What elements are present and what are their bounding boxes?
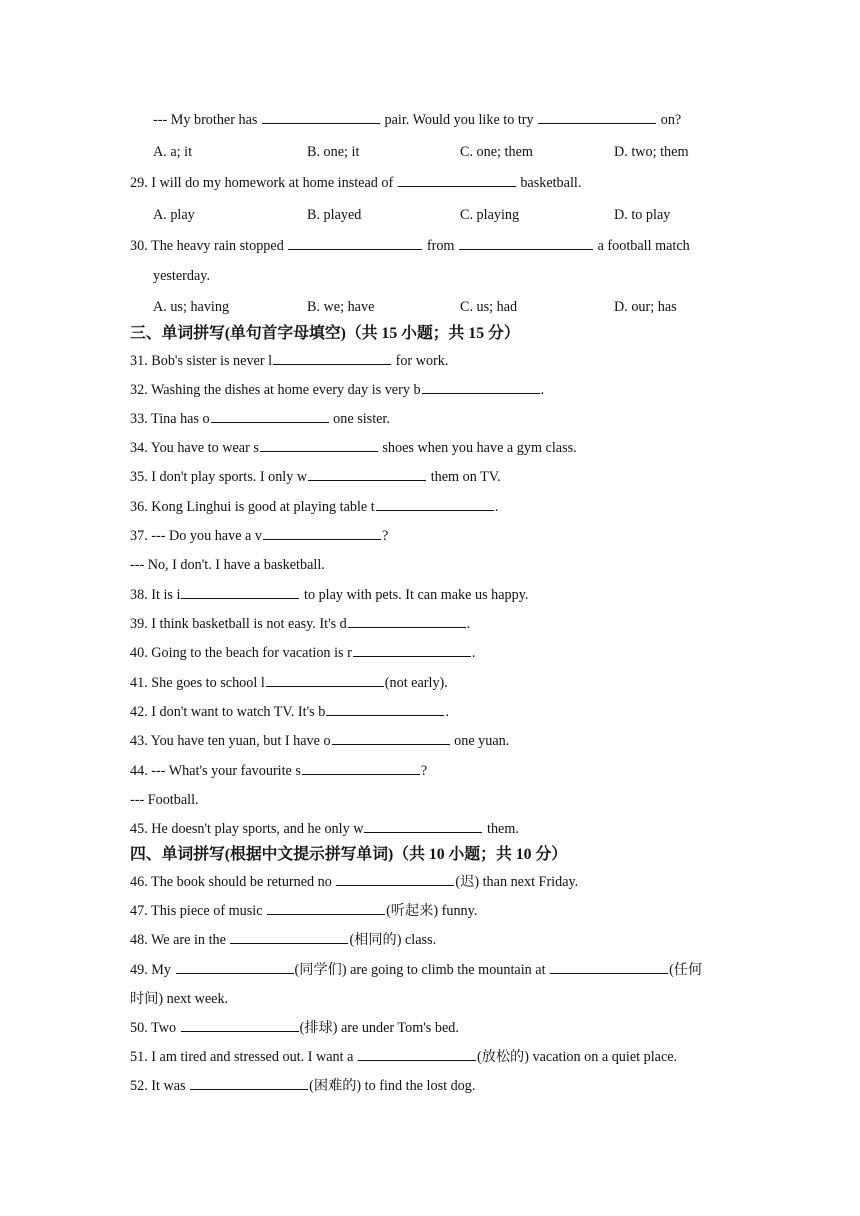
q47: 47. This piece of music (听起来) funny. (130, 903, 478, 919)
answer-blank[interactable] (422, 381, 540, 394)
q30-options (153, 298, 773, 316)
q30-text-a: 30. The heavy rain stopped (130, 238, 284, 254)
q48: 48. We are in the (相同的) class. (130, 932, 437, 948)
answer-blank[interactable] (459, 237, 593, 250)
answer-blank[interactable] (263, 527, 381, 540)
answer-blank[interactable] (302, 762, 420, 775)
q32: 32. Washing the dishes at home every day is very b . (130, 382, 545, 398)
q33: 33. Tina has o one sister. (130, 411, 390, 427)
answer-blank[interactable] (230, 931, 348, 944)
q50: 50. Two (排球) are under Tom's bed. (130, 1020, 459, 1036)
answer-blank[interactable] (364, 820, 482, 833)
q29-question (130, 174, 581, 192)
q44-reply: --- Football. (130, 792, 199, 808)
q38: 38. It is i to play with pets. It can make us happy. (130, 587, 529, 603)
q29-options (153, 206, 773, 224)
q52: 52. It was (困难的) to find the lost dog. (130, 1078, 476, 1094)
q30-text-b: from (426, 238, 455, 254)
section-heading-3: 三、单词拼写(单句首字母填空)（共 15 小题；共 15 分） (130, 325, 520, 342)
answer-blank[interactable] (176, 961, 294, 974)
option-a[interactable]: A. a; it (153, 144, 193, 160)
answer-blank[interactable] (181, 586, 299, 599)
option-d[interactable]: D. two; them (614, 144, 689, 160)
answer-blank[interactable] (181, 1019, 299, 1032)
answer-blank[interactable] (326, 703, 444, 716)
option-c[interactable]: C. one; them (460, 144, 533, 160)
q44: 44. --- What's your favourite s ? (130, 763, 428, 779)
option-b[interactable]: B. one; it (307, 144, 360, 160)
answer-blank[interactable] (190, 1077, 308, 1090)
q28-options (153, 143, 773, 161)
answer-blank[interactable] (353, 644, 471, 657)
answer-blank[interactable] (376, 498, 494, 511)
option-c[interactable]: C. us; had (460, 299, 518, 315)
answer-blank[interactable] (262, 111, 380, 124)
q36: 36. Kong Linghui is good at playing table t . (130, 499, 499, 515)
q29-text-a: 29. I will do my homework at home instead of (130, 175, 394, 191)
option-a[interactable]: A. us; having (153, 299, 230, 315)
q42: 42. I don't want to watch TV. It's b . (130, 704, 449, 720)
q49: 49. My (同学们) are going to climb the mountain at (任何 (130, 962, 703, 978)
q28-dialogue (153, 111, 681, 129)
q41: 41. She goes to school l (not early). (130, 675, 448, 691)
answer-blank[interactable] (308, 468, 426, 481)
q40: 40. Going to the beach for vacation is r . (130, 645, 476, 661)
option-b[interactable]: B. we; have (307, 299, 375, 315)
q30-continuation: yesterday. (153, 268, 210, 284)
section-heading-4: 四、单词拼写(根据中文提示拼写单词)（共 10 小题；共 10 分） (130, 846, 568, 863)
answer-blank[interactable] (398, 174, 516, 187)
answer-blank[interactable] (267, 902, 385, 915)
answer-blank[interactable] (538, 111, 656, 124)
option-d[interactable]: D. to play (614, 207, 671, 223)
answer-blank[interactable] (348, 615, 466, 628)
q34: 34. You have to wear s shoes when you have a gym class. (130, 440, 577, 456)
q46: 46. The book should be returned no (迟) than next Friday. (130, 874, 579, 890)
option-a[interactable]: A. play (153, 207, 195, 223)
answer-blank[interactable] (211, 410, 329, 423)
q39: 39. I think basketball is not easy. It's d . (130, 616, 471, 632)
q45: 45. He doesn't play sports, and he only w them. (130, 821, 519, 837)
q43: 43. You have ten yuan, but I have o one yuan. (130, 733, 510, 749)
option-b[interactable]: B. played (307, 207, 362, 223)
q37: 37. --- Do you have a v ? (130, 528, 389, 544)
q30-text-c: a football match (597, 238, 690, 254)
q31: 31. Bob's sister is never l for work. (130, 353, 449, 369)
q37-reply: --- No, I don't. I have a basketball. (130, 557, 325, 573)
q28-text-c: on? (660, 112, 682, 128)
answer-blank[interactable] (332, 732, 450, 745)
option-d[interactable]: D. our; has (614, 299, 677, 315)
q29-text-b: basketball. (520, 175, 582, 191)
answer-blank[interactable] (358, 1048, 476, 1061)
option-c[interactable]: C. playing (460, 207, 520, 223)
q28-text-b: pair. Would you like to try (384, 112, 534, 128)
answer-blank[interactable] (266, 674, 384, 687)
q51: 51. I am tired and stressed out. I want a (放松的) vacation on a quiet place. (130, 1049, 678, 1065)
q49-continuation: 时间) next week. (130, 991, 229, 1007)
answer-blank[interactable] (336, 873, 454, 886)
answer-blank[interactable] (260, 439, 378, 452)
q28-text-a: --- My brother has (153, 112, 258, 128)
answer-blank[interactable] (273, 352, 391, 365)
answer-blank[interactable] (550, 961, 668, 974)
q30-question (130, 237, 690, 255)
q35: 35. I don't play sports. I only w them on TV. (130, 469, 501, 485)
answer-blank[interactable] (288, 237, 422, 250)
